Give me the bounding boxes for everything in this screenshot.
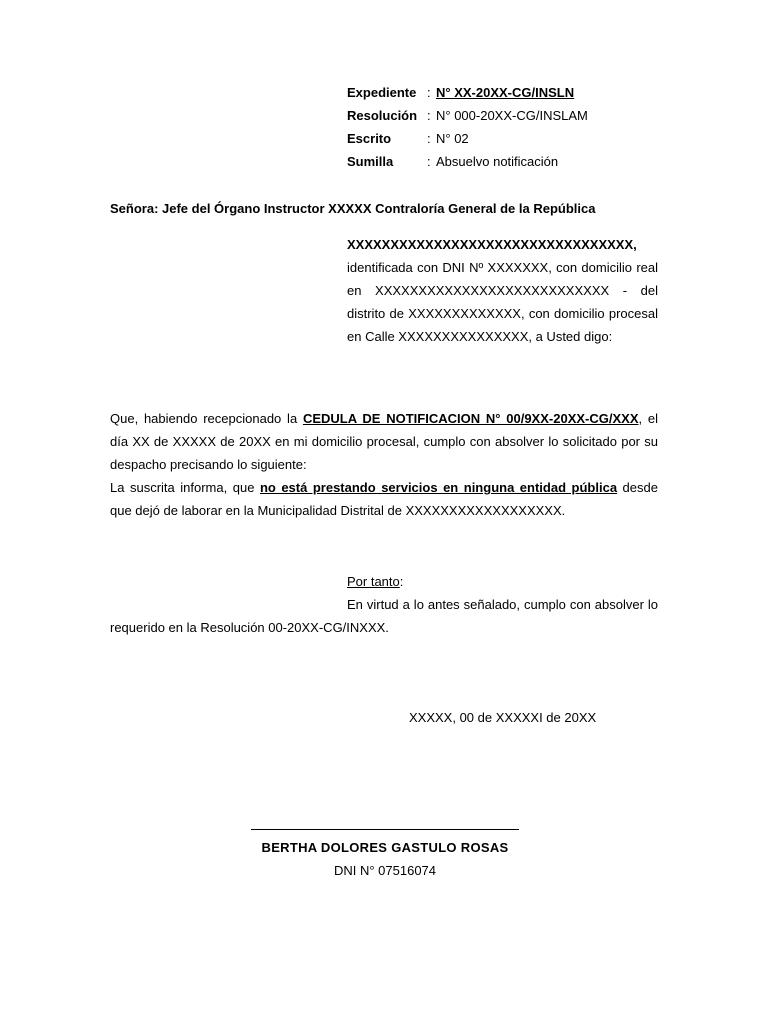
header-value-expediente: N° XX-20XX-CG/INSLN <box>436 85 575 100</box>
header-row-sumilla <box>347 150 667 173</box>
closing-paragraph: En virtud a lo antes señalado, cumplo con absolver lo requerido en la Resolución 00-20XX-CG/INXXX. <box>110 597 658 635</box>
body-paragraph-2 <box>110 476 658 522</box>
body-p1-text-b: , el día XX de XXXXX de 20XX en mi domicilio procesal, cumplo con absolver lo solicitado por su despacho precisando lo siguiente: <box>110 411 658 472</box>
header-separator: : <box>427 85 431 100</box>
signatory-name: BERTHA DOLORES GASTULO ROSAS <box>261 840 509 855</box>
notification-reference: CEDULA DE NOTIFICACION N° 00/9XX-20XX-CG/XXX <box>302 411 639 426</box>
header-row-resolucion <box>347 104 667 127</box>
header-value-resolucion: N° 000-20XX-CG/INSLAM <box>436 108 588 123</box>
closing-body <box>110 593 658 639</box>
petitioner-intro <box>347 233 658 348</box>
case-header <box>347 81 667 173</box>
header-key: Resolución <box>347 108 418 123</box>
header-key: Escrito <box>347 131 392 146</box>
por-tanto-colon: : <box>399 574 404 589</box>
header-key: Sumilla <box>347 154 394 169</box>
main-body <box>110 407 658 522</box>
key-statement: no está prestando servicios en ninguna entidad pública <box>259 480 618 495</box>
petitioner-name: XXXXXXXXXXXXXXXXXXXXXXXXXXXXXXXXX, <box>347 237 637 252</box>
body-paragraph-1 <box>110 407 658 476</box>
header-value-escrito: N° 02 <box>436 131 469 146</box>
por-tanto-heading <box>347 570 403 593</box>
header-row-escrito <box>347 127 667 150</box>
header-separator: : <box>427 154 431 169</box>
signature-line <box>251 829 519 830</box>
header-key: Expediente <box>347 85 417 100</box>
header-separator: : <box>427 131 431 146</box>
header-value-sumilla: Absuelvo notificación <box>436 154 559 169</box>
header-separator: : <box>427 108 431 123</box>
por-tanto-label: Por tanto <box>347 574 400 589</box>
signatory-dni: DNI N° 07516074 <box>333 863 437 878</box>
addressee-line: Señora: Jefe del Órgano Instructor XXXXX Contraloría General de la República <box>110 201 596 216</box>
header-row-expediente <box>347 81 667 104</box>
place-date: XXXXX, 00 de XXXXXI de 20XX <box>409 710 597 725</box>
body-p2-text-a: La suscrita informa, que <box>110 480 260 495</box>
body-p2-text-b: desde que dejó de laborar en la Municipalidad Distrital de XXXXXXXXXXXXXXXXXX. <box>110 480 658 518</box>
body-p1-text-a: Que, habiendo recepcionado la <box>110 411 303 426</box>
petitioner-details: identificada con DNI Nº XXXXXXX, con domicilio real en XXXXXXXXXXXXXXXXXXXXXXXXXXX - del distrito de XXXXXXXXXXXXX, con domicilio procesal en Calle XXXXXXXXXXXXXXX, a Usted digo: <box>347 260 658 344</box>
